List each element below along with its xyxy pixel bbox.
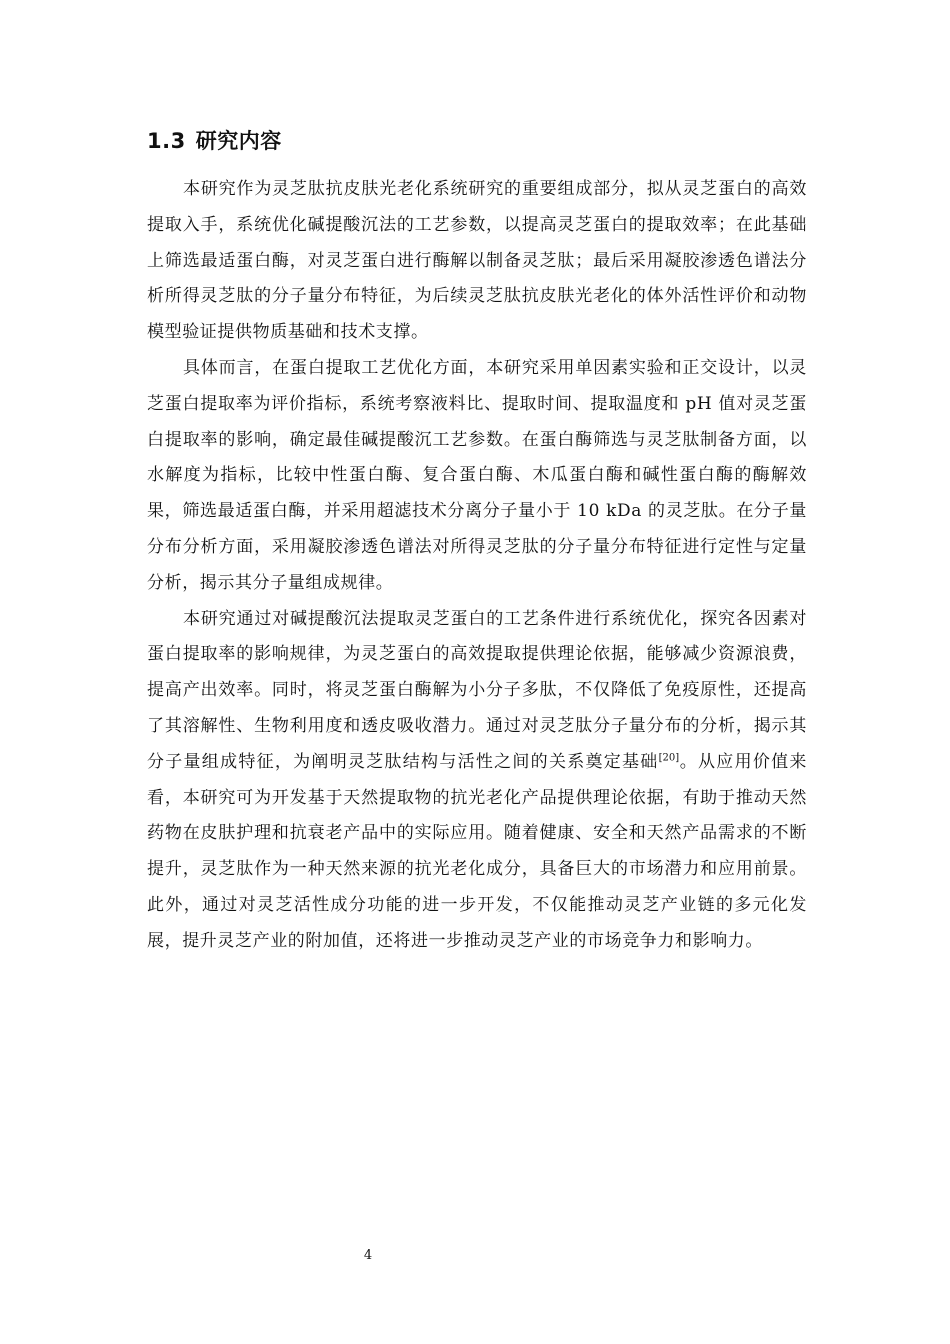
paragraph-research-significance — [147, 602, 807, 960]
paragraph-research-scope: 本研究作为灵芝肽抗皮肤光老化系统研究的重要组成部分，拟从灵芝蛋白的高效提取入手，系统优化碱提酸沉法的工艺参数，以提高灵芝蛋白的提取效率；在此基础上筛选最适蛋白酶，对灵芝蛋白进行酶解以制备灵芝肽；最后采用凝胶渗透色谱法分析所得灵芝肽的分子量分布特征，为后续灵芝肽抗皮肤光老化的体外活性评价和动物模型验证提供物质基础和技术支撑。 — [147, 179, 807, 343]
section-body — [147, 172, 807, 960]
section-title: 研究内容 — [195, 129, 282, 153]
paragraph-text-after-citation: 。从应用价值来看，本研究可为开发基于天然提取物的抗光老化产品提供理论依据，有助于推动天然药物在皮肤护理和抗衰老产品中的实际应用。随着健康、安全和天然产品需求的不断提升，灵芝肽作为一种天然来源的抗光老化成分，具备巨大的市场潜力和应用前景。此外，通过对灵芝活性成分功能的进一步开发，不仅能推动灵芝产业链的多元化发展，提升灵芝产业的附加值，还将进一步推动灵芝产业的市场竞争力和影响力。 — [147, 751, 807, 951]
section-number: 1.3 — [147, 129, 186, 153]
paragraph-research-details: 具体而言，在蛋白提取工艺优化方面，本研究采用单因素实验和正交设计，以灵芝蛋白提取率为评价指标，系统考察液料比、提取时间、提取温度和 pH 值对灵芝蛋白提取率的影响，确定最佳碱提酸沉工艺参数。在蛋白酶筛选与灵芝肽制备方面，以水解度为指标，比较中性蛋白酶、复合蛋白酶、木瓜蛋白酶和碱性蛋白酶的酶解效果，筛选最适蛋白酶，并采用超滤技术分离分子量小于 10 kDa 的灵芝肽。在分子量分布分析方面，采用凝胶渗透色谱法对所得灵芝肽的分子量分布特征进行定性与定量分析，揭示其分子量组成规律。 — [147, 357, 807, 593]
citation-reference[interactable]: [20] — [658, 752, 680, 764]
section-heading — [147, 124, 282, 158]
paragraph-text-before-citation: 本研究通过对碱提酸沉法提取灵芝蛋白的工艺条件进行系统优化，探究各因素对蛋白提取率的影响规律，为灵芝蛋白的高效提取提供理论依据，能够减少资源浪费，提高产出效率。同时，将灵芝蛋白酶解为小分子多肽，不仅降低了免疫原性，还提高了其溶解性、生物利用度和透皮吸收潜力。通过对灵芝肽分子量分布的分析，揭示其分子量组成特征，为阐明灵芝肽结构与活性之间的关系奠定基础 — [147, 608, 807, 772]
page-number: 4 — [363, 1248, 373, 1263]
